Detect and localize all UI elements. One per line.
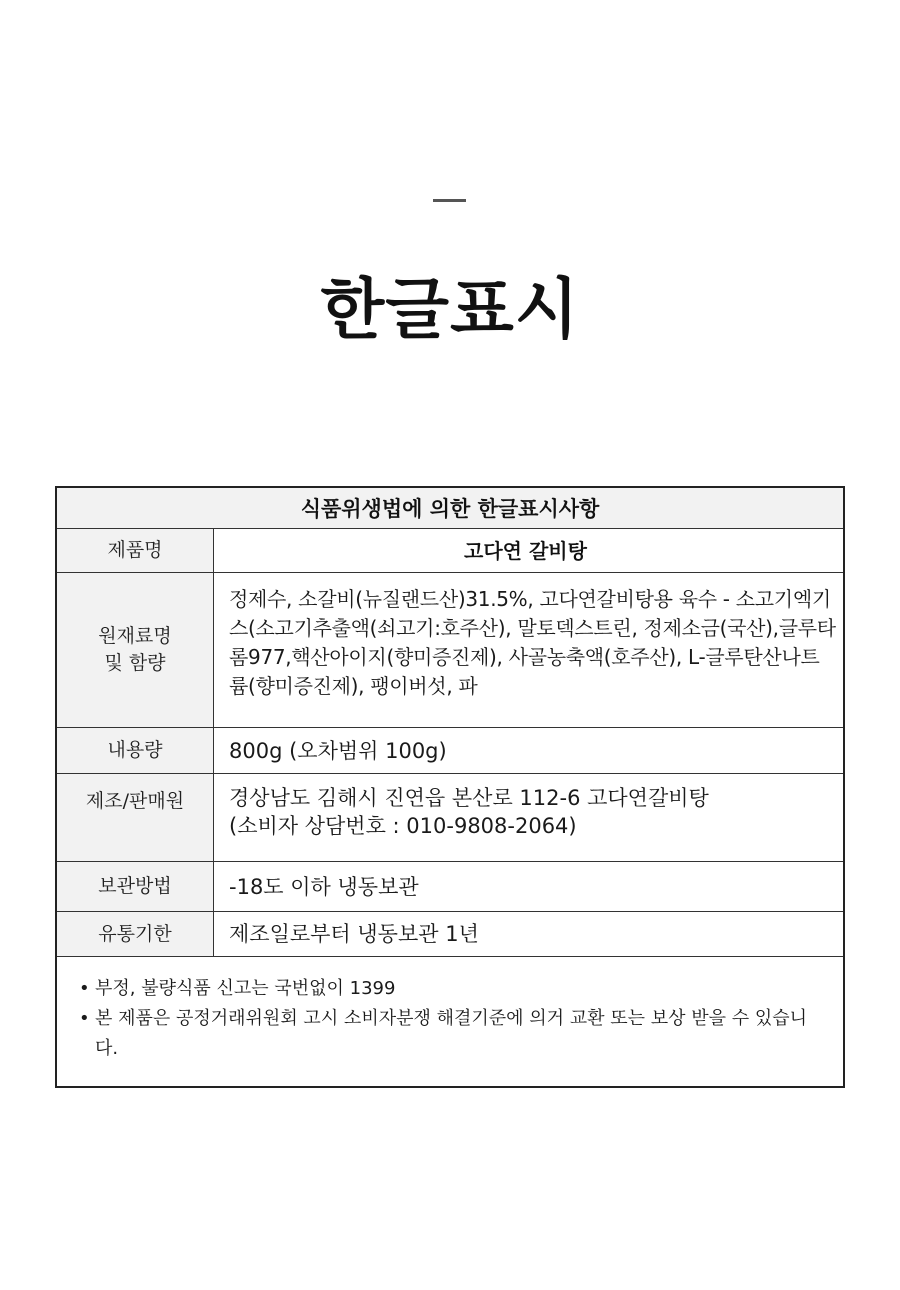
page-title: 한글표시 (320, 271, 580, 348)
ingredients-label (57, 573, 214, 727)
title-divider-dash (433, 199, 466, 202)
storage-label: 보관방법 (57, 862, 214, 911)
note-text: 본 제품은 공정거래위원회 고시 소비자분쟁 해결기준에 의거 교환 또는 보상 받을 수 있습니다. (95, 1008, 808, 1059)
table-row-storage (57, 862, 843, 912)
table-row-volume (57, 728, 843, 774)
table-row-ingredients (57, 573, 843, 728)
table-row-expiry (57, 912, 843, 957)
note-item (79, 1004, 825, 1064)
product-name-value: 고다연 갈비탕 (464, 538, 587, 563)
manufacturer-label: 제조/판매원 (57, 774, 214, 861)
table-title: 식품위생법에 의한 한글표시사항 (57, 488, 843, 529)
manufacturer-contact: (소비자 상담번호 : 010-9808-2064) (229, 814, 577, 838)
korean-label-table (55, 486, 845, 1088)
note-item (79, 974, 825, 1004)
volume-value: 800g (오차범위 100g) (229, 738, 447, 763)
bullet-icon: • (79, 978, 90, 999)
manufacturer-address: 경상남도 김해시 진연읍 본산로 112-6 고다연갈비탕 (229, 786, 709, 810)
table-row-product-name (57, 529, 843, 573)
volume-label: 내용량 (57, 728, 214, 773)
storage-value: -18도 이하 냉동보관 (229, 874, 419, 899)
product-name-label: 제품명 (57, 529, 214, 572)
bullet-icon: • (79, 1008, 90, 1029)
notes-section (57, 957, 843, 1064)
expiry-label: 유통기한 (57, 912, 214, 956)
table-row-manufacturer (57, 774, 843, 862)
note-text: 부정, 불량식품 신고는 국번없이 1399 (95, 978, 396, 999)
ingredients-label-line1: 원재료명 (98, 625, 172, 647)
ingredients-value: 정제수, 소갈비(뉴질랜드산)31.5%, 고다연갈비탕용 육수 - 소고기엑기스(소고기추출액(쇠고기:호주산), 말토덱스트린, 정제소금(국산),글루타롬977,핵산아이지(향미증진제), 사골농축액(호주산), L-글루탄산나트륨(향미증진제), 팽이버섯, 파 (229, 587, 836, 698)
expiry-value: 제조일로부터 냉동보관 1년 (229, 922, 479, 946)
manufacturer-value (214, 774, 843, 861)
ingredients-label-line2: 및 함량 (104, 652, 166, 674)
